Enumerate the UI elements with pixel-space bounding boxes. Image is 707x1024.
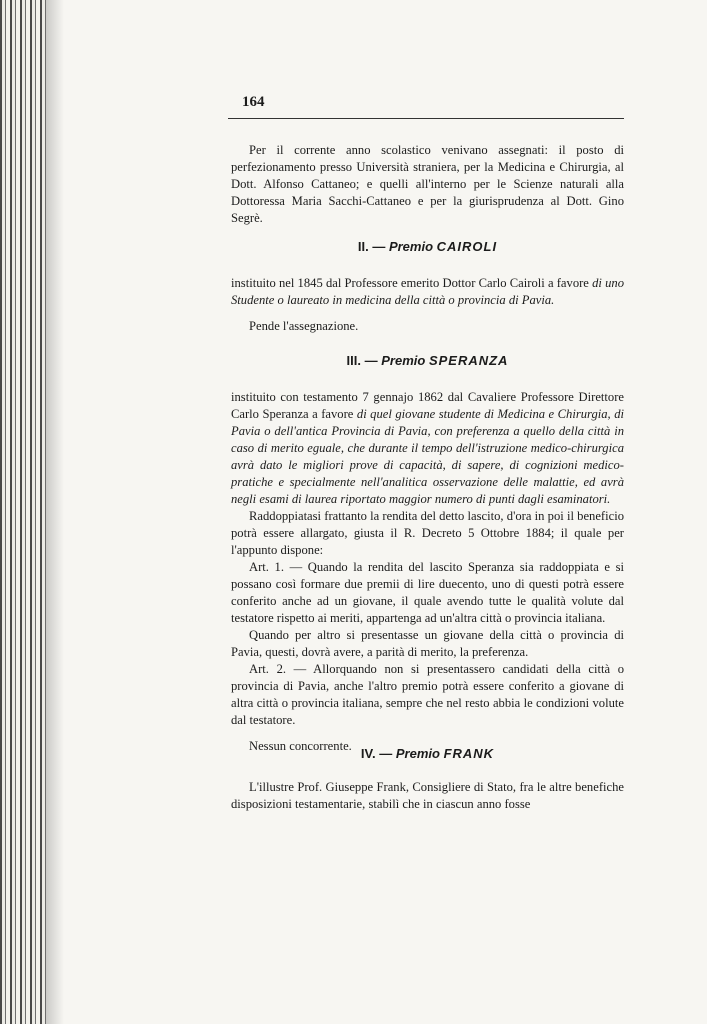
gutter-shadow: [46, 0, 64, 1024]
speranza-art1: Art. 1. — Quando la rendita del lascito Speranza sia raddoppiata e si possano così formare due premii di lire duecento, uno di questi potrà essere conferito anche ad un giovane, il quale avendo tutte le qualità volute dal testatore rispetto ai meriti, appartenga ad un'altra città o provincia italiana.: [231, 560, 624, 625]
speranza-art2: Art. 2. — Allorquando non si presentassero candidati della città o provincia di Pavia, anche l'altro premio potrà essere conferito a giovane di altra città o provincia italiana, sempre che nel resto abbia le condizioni volute dal testatore.: [231, 662, 624, 727]
speranza-lead-italic: di quel giovane studente di Medicina e Chirurgia, di Pavia o dell'antica Provincia di Pavia, con preferenza a quello della città in caso di merito eguale, che durante il tempo dell'istruzione medico-chirurgica avrà dato le migliori prove di capacità, di sapere, di cognizioni medico-pratiche e specialmente nell'analitica osservazione delle malattie, ed avrà negli esami di laurea riportato maggior numero di punti dagli esaminatori.: [231, 407, 625, 506]
book-binding-edge: [0, 0, 46, 1024]
heading-number: III. —: [346, 353, 378, 368]
header-rule: [228, 118, 624, 119]
heading-number: IV. —: [360, 746, 393, 761]
heading-name: SPERANZA: [428, 353, 509, 368]
cairoli-lead: instituito nel 1845 dal Professore emerito Dottor Carlo Cairoli a favore: [231, 276, 589, 290]
speranza-section: [231, 389, 624, 755]
frank-section: [231, 779, 624, 813]
heading-premio-frank: [231, 746, 624, 761]
heading-number: II. —: [357, 239, 386, 254]
heading-premio-cairoli: [231, 239, 624, 254]
intro-paragraph: [231, 142, 624, 227]
cairoli-lead-paragraph: [231, 275, 624, 309]
heading-prefix: Premio: [388, 239, 434, 254]
speranza-lead-paragraph: [231, 389, 624, 508]
cairoli-lead-italic: di uno Studente o laureato in medicina della città o provincia di Pavia.: [231, 276, 624, 307]
cairoli-status: Pende l'assegnazione.: [249, 319, 359, 333]
heading-name: FRANK: [443, 746, 495, 761]
speranza-lead: instituito con testamento 7 gennajo 1862 dal Cavaliere Professore Direttore Carlo Speranza a favore: [231, 390, 624, 421]
speranza-status: Nessun concorrente.: [249, 739, 352, 753]
speranza-quando: Quando per altro si presentasse un giovane della città o provincia di Pavia, questi, dovrà avere, a parità di merito, la preferenza.: [231, 628, 624, 659]
page-number: 164: [242, 94, 265, 110]
intro-text: Per il corrente anno scolastico venivano assegnati: il posto di perfezionamento presso Università straniera, per la Medicina e Chirurgia, al Dott. Alfonso Cattaneo; e quelli all'interno per le Scienze naturali alla Dottoressa Maria Sacchi-Cattaneo e per la giurisprudenza al Dott. Gino Segrè.: [231, 143, 624, 225]
heading-prefix: Premio: [381, 353, 426, 368]
heading-premio-speranza: [231, 353, 624, 368]
heading-prefix: Premio: [395, 746, 440, 761]
speranza-raddoppiatasi: Raddoppiatasi frattanto la rendita del detto lascito, d'ora in poi il beneficio potrà essere allargato, giusta il R. Decreto 5 Ottobre 1884; il quale per l'appunto dispone:: [231, 509, 624, 557]
heading-name: CAIROLI: [436, 239, 498, 254]
frank-lead: L'illustre Prof. Giuseppe Frank, Consigliere di Stato, fra le altre benefiche disposizioni testamentarie, stabilì che in ciascun anno fosse: [231, 780, 624, 811]
cairoli-section: [231, 275, 624, 335]
